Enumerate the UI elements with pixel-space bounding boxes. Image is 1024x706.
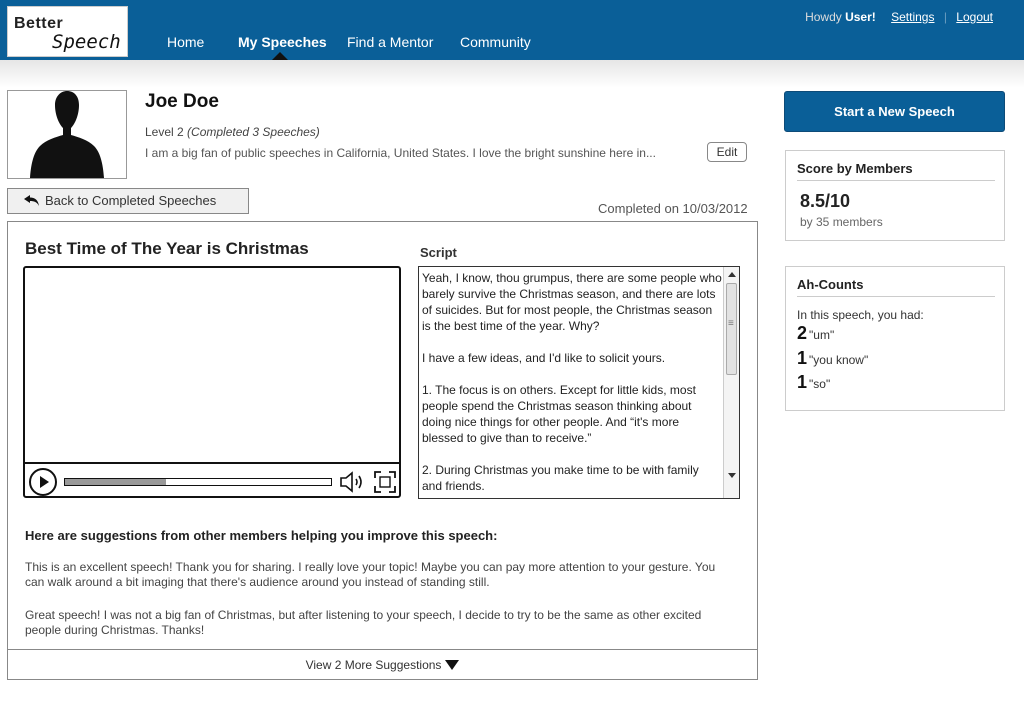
ah-count-word: "um" (809, 328, 835, 342)
volume-icon[interactable] (339, 470, 367, 494)
level-text: Level 2 (145, 125, 184, 139)
suggestion-item: This is an excellent speech! Thank you for sharing. I really love your topic! Maybe you can pay more attention to your gesture. You can walk around a bit imaging that there's audience around you instead of standing still. (25, 560, 716, 589)
scroll-down-icon[interactable] (728, 473, 736, 478)
ah-count-word: "so" (809, 377, 831, 391)
separator: | (943, 10, 947, 24)
nav-my-speeches[interactable]: My Speeches (238, 34, 327, 50)
back-button-label: Back to Completed Speeches (45, 193, 217, 208)
ah-count-number: 1 (797, 372, 808, 392)
score-title: Score by Members (797, 161, 995, 181)
edit-profile-button[interactable]: Edit (707, 142, 747, 162)
scroll-up-icon[interactable] (728, 272, 736, 277)
triangle-down-icon (445, 660, 459, 670)
nav-find-mentor[interactable]: Find a Mentor (347, 34, 434, 50)
play-icon[interactable] (29, 468, 57, 496)
top-nav-bar (0, 0, 1024, 60)
ah-count-row (797, 323, 834, 344)
view-more-suggestions-button[interactable] (8, 649, 757, 679)
back-arrow-icon (24, 195, 40, 207)
nav-community[interactable]: Community (460, 34, 531, 50)
avatar (7, 90, 127, 179)
fullscreen-icon[interactable] (373, 470, 397, 494)
user-name: User! (845, 10, 876, 24)
profile-level (145, 125, 320, 139)
ah-count-word: "you know" (809, 353, 869, 367)
user-bar (805, 10, 993, 24)
script-text: Yeah, I know, thou grumpus, there are some people who barely survive the Christmas season, and there are lots of suicides. But for most people, the Christmas season is the best time of the year. Why? I have a few ideas, and I'd like to solicit yours. 1. The focus is on others. Except for little kids, most people spend the Christmas season thinking about doing nice things for other people. And “it's more blessed to give than to receive.” 2. During Christmas you make time to be with family and friends. (422, 271, 722, 493)
speech-title: Best Time of The Year is Christmas (25, 239, 309, 258)
score-value: 8.5/10 (800, 191, 851, 211)
person-silhouette-icon (8, 91, 126, 178)
video-player[interactable] (23, 266, 401, 498)
script-label: Script (420, 245, 457, 260)
ah-counts-intro: In this speech, you had: (797, 308, 924, 322)
ah-count-row (797, 348, 868, 369)
profile-name: Joe Doe (145, 91, 219, 112)
score-voters: by 35 members (800, 215, 883, 229)
ah-count-row (797, 372, 830, 393)
ah-count-number: 2 (797, 323, 808, 343)
logo-line-2: Speech (52, 31, 121, 53)
ah-count-number: 1 (797, 348, 808, 368)
ah-counts-panel (785, 266, 1005, 411)
active-nav-indicator (272, 52, 288, 60)
greeting: Howdy (805, 10, 842, 24)
speech-panel (7, 221, 758, 680)
script-textarea[interactable] (418, 266, 740, 499)
completed-date: Completed on 10/03/2012 (598, 201, 748, 216)
logo-line-1: Better (14, 15, 64, 32)
score-panel (785, 150, 1005, 241)
start-new-speech-button[interactable]: Start a New Speech (784, 91, 1005, 132)
video-controls-divider (25, 462, 399, 464)
settings-link[interactable]: Settings (891, 10, 935, 24)
suggestion-item: Great speech! I was not a big fan of Christmas, but after listening to your speech, I decide to try to be the same as other excited people during Christmas. Thanks! (25, 608, 702, 637)
script-scrollbar[interactable] (723, 267, 739, 498)
video-progress-fill (65, 479, 166, 485)
suggestions-heading: Here are suggestions from other members helping you improve this speech: (25, 528, 498, 543)
header-shadow (0, 60, 1024, 88)
ah-counts-title: Ah-Counts (797, 277, 995, 297)
video-progress-bar[interactable] (64, 478, 332, 486)
view-more-label: View 2 More Suggestions (305, 658, 442, 672)
scroll-thumb[interactable] (726, 283, 737, 375)
level-detail: (Completed 3 Speeches) (187, 125, 320, 139)
logout-link[interactable]: Logout (956, 10, 993, 24)
logo[interactable] (7, 6, 128, 57)
nav-home[interactable]: Home (167, 34, 205, 50)
profile-bio: I am a big fan of public speeches in California, United States. I love the bright sunshine here in... (145, 146, 656, 160)
back-button[interactable] (7, 188, 249, 214)
